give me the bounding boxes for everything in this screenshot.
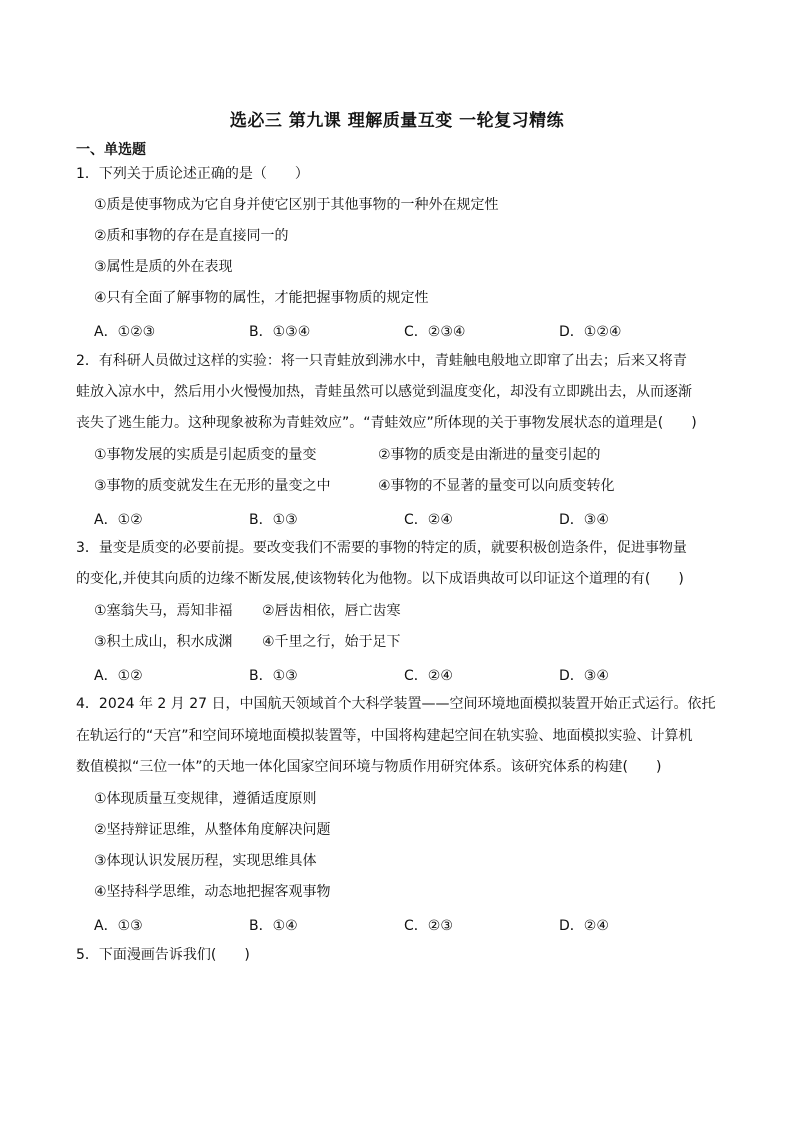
question-4-stem-line-3: 数值模拟“三位一体”的天地一体化国家空间环境与物质作用研究体系。该研究体系的构建( ) (76, 759, 662, 775)
question-3-choice-b[interactable]: B．①③ (249, 668, 298, 684)
question-3-choice-a[interactable]: A．①② (94, 668, 143, 684)
question-3-choice-c[interactable]: C．②④ (404, 668, 453, 684)
question-2-option-1: ①事物发展的实质是引起质变的量变 (94, 447, 317, 463)
page-title: 选必三 第九课 理解质量互变 一轮复习精练 (229, 111, 565, 131)
question-2-choice-a[interactable]: A．①② (94, 512, 143, 528)
question-3-stem-line-2: 的变化,并使其向质的边缘不断发展,使该物转化为他物。以下成语典故可以印证这个道理的有( ) (76, 571, 684, 587)
question-1-choice-b[interactable]: B．①③④ (249, 324, 311, 340)
question-1-option-2: ②质和事物的存在是直接同一的 (94, 228, 289, 244)
question-3-option-1: ①塞翁失马，焉知非福 (94, 603, 233, 619)
question-4-choice-c[interactable]: C．②③ (404, 918, 453, 934)
question-4-option-3: ③体现认识发展历程，实现思维具体 (94, 853, 317, 869)
question-4-stem-line-2: 在轨运行的“天宫”和空间环境地面模拟装置等，中国将构建起空间在轨实验、地面模拟实验、计算机 (76, 728, 693, 744)
question-2-choice-c[interactable]: C．②④ (404, 512, 453, 528)
question-4-choice-a[interactable]: A．①③ (94, 918, 143, 934)
question-5-stem: 5．下面漫画告诉我们( ) (76, 947, 250, 963)
question-3-stem-line-1: 3．量变是质变的必要前提。要改变我们不需要的事物的特定的质，就要积极创造条件，促进事物量 (76, 540, 687, 556)
question-1-option-3: ③属性是质的外在表现 (94, 259, 233, 275)
question-4-option-4: ④坚持科学思维，动态地把握客观事物 (94, 884, 331, 900)
question-1-choice-a[interactable]: A．①②③ (94, 324, 156, 340)
question-1-option-4: ④只有全面了解事物的属性，才能把握事物质的规定性 (94, 290, 429, 306)
question-1-choice-c[interactable]: C．②③④ (404, 324, 466, 340)
question-4-stem-line-1: 4．2024 年 2 月 27 日，中国航天领域首个大科学装置——空间环境地面模拟装置开始正式运行。依托 (76, 696, 716, 712)
question-3-choice-d[interactable]: D．③④ (559, 668, 609, 684)
question-2-stem-line-2: 蛙放入凉水中，然后用小火慢慢加热，青蛙虽然可以感觉到温度变化，却没有立即跳出去，从而逐渐 (76, 384, 692, 400)
question-3-option-3: ③积土成山，积水成渊 (94, 634, 233, 650)
question-1-option-1: ①质是使事物成为它自身并使它区别于其他事物的一种外在规定性 (94, 197, 499, 213)
question-2-option-3: ③事物的质变就发生在无形的量变之中 (94, 478, 331, 494)
question-4-choice-d[interactable]: D．②④ (559, 918, 609, 934)
question-2-stem-line-3: 丧失了逃生能力。这种现象被称为青蛙效应”。“青蛙效应”所体现的关于事物发展状态的道理是( ) (76, 415, 697, 431)
question-2-choice-b[interactable]: B．①③ (249, 512, 298, 528)
question-1-choice-d[interactable]: D．①②④ (559, 324, 622, 340)
question-4-choice-b[interactable]: B．①④ (249, 918, 298, 934)
question-3-option-2: ②唇齿相依，唇亡齿寒 (262, 603, 401, 619)
question-1-stem: 1．下列关于质论述正确的是（ ） (76, 166, 309, 182)
section-heading: 一、单选题 (76, 142, 146, 158)
question-2-option-4: ④事物的不显著的量变可以向质变转化 (378, 478, 615, 494)
question-2-stem-line-1: 2．有科研人员做过这样的实验：将一只青蛙放到沸水中，青蛙触电般地立即窜了出去；后来又将青 (76, 353, 687, 369)
question-3-option-4: ④千里之行，始于足下 (262, 634, 401, 650)
question-2-option-2: ②事物的质变是由渐进的量变引起的 (378, 447, 601, 463)
question-4-option-1: ①体现质量互变规律，遵循适度原则 (94, 791, 317, 807)
question-4-option-2: ②坚持辩证思维，从整体角度解决问题 (94, 822, 331, 838)
question-2-choice-d[interactable]: D．③④ (559, 512, 609, 528)
